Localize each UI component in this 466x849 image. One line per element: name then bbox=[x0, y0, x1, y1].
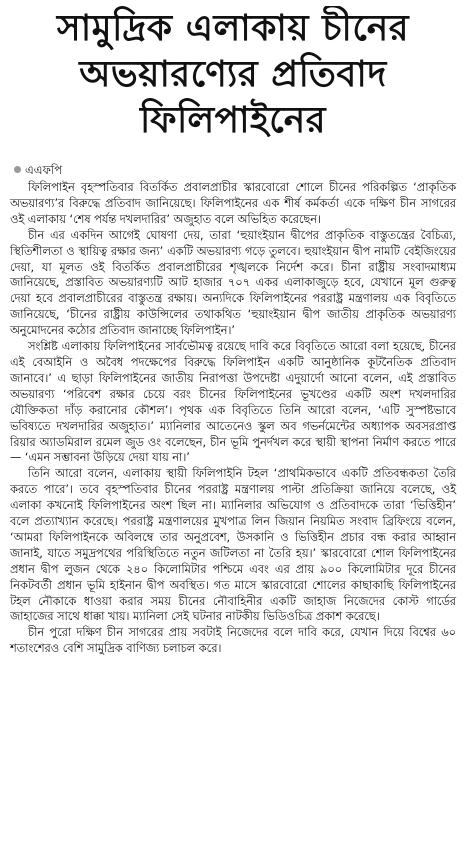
headline-line-2: অভয়ারণ্যের প্রতিবাদ bbox=[79, 54, 387, 95]
paragraph-1: ফিলিপাইন বৃহস্পতিবার বিতর্কিত প্রবালপ্রাচীর স্কারবোরো শোলে চীনের পরিকল্পিত ‘প্রাকৃতিক অভয়ারণ্য’র বিরুদ্ধে প্রতিবাদ জানিয়েছে। ফিলিপাইনের এক শীর্ষ কর্মকর্তা একে দক্ষিণ চীন সাগরের ওই এলাকায় ‘শেষ পর্যন্ত দখলদারির’ অজুহাত বলে অভিহিত করেছেন। bbox=[10, 181, 456, 226]
paragraph-3: সংশ্লিষ্ট এলাকায় ফিলিপাইনের সার্বভৌমত্ব রয়েছে দাবি করে বিবৃতিতে আরো বলা হয়েছে, চীনের এই বেআইনি ও অবৈধ পদক্ষেপের বিরুদ্ধে ফিলিপাইন একটি আনুষ্ঠানিক কূটনৈতিক প্রতিবাদ জানাবে।’ এ ছাড়া ফিলিপাইনের জাতীয় নিরাপত্তা উপদেষ্টা এদুয়ার্দো আনো বলেন, এই প্রস্তাবিত অভয়ারণ্য ‘পরিবেশ রক্ষার চেয়ে বরং চীনের ফিলিপাইনের ভূখণ্ডের একটি অংশ দখলদারির যৌক্তিকতা দাঁড় করানোর কৌশল’। পৃথক এক বিবৃতিতে তিনি আরো বলেন, ‘এটি সুস্পষ্টভাবে ভবিষ্যতে দখলদারির অজুহাত।’ ম্যানিলার আতেনেও স্কুল অব গভর্নমেন্টের অধ্যাপক অবসরপ্রাপ্ত রিয়ার অ্যাডমিরাল রমেল জুড ওং বলেছেন, চীন ভূমি পুনর্দখল করে স্থায়ী স্থাপনা নির্মাণ করতে পারে— ‘এমন সম্ভাবনা উড়িয়ে দেয়া যায় না।’ bbox=[10, 340, 456, 465]
paragraph-2: চীন এর একদিন আগেই ঘোষণা দেয়, তারা ‘হুয়াংইয়ান দ্বীপের প্রাকৃতিক বাস্তুতন্ত্রের বৈচিত্র্য, স্থিতিশীলতা ও স্থায়িত্ব রক্ষার জন্য’ একটি অভয়ারণ্য গড়ে তুলবে। হুয়াংইয়ান দ্বীপ নামটি বেইজিংয়ের দেয়া, যা মূলত ওই বিতর্কিত প্রবালপ্রাচীরের শৃঙ্খলকে নির্দেশ করে। চীনা রাষ্ট্রীয় সংবাদমাধ্যম জানিয়েছে, প্রস্তাবিত অভয়ারণ্যটি আট হাজার ৭০৭ একর এলাকাজুড়ে হবে, যেখানে মূল গুরুত্ব দেয়া হবে প্রবালপ্রাচীরের বাস্তুতন্ত্র রক্ষায়। অন্যদিকে ফিলিপাইনের পররাষ্ট্র মন্ত্রণালয় এক বিবৃতিতে জানিয়েছে, ‘চীনের রাষ্ট্রীয় কাউন্সিলের তথাকথিত ‘হুয়াংইয়ান দ্বীপ জাতীয় প্রাকৃতিক অভয়ারণ্য অনুমোদনের কঠোর প্রতিবাদ জানাচ্ছে ফিলিপাইন।’ bbox=[10, 228, 456, 338]
bullet-icon bbox=[14, 166, 21, 173]
paragraph-4: তিনি আরো বলেন, এলাকায় স্থায়ী ফিলিপাইনি টহল ‘প্রাথমিকভাবে একটি প্রতিবন্ধকতা তৈরি করতে পারে’। তবে বৃহস্পতিবার চীনের পররাষ্ট্র মন্ত্রণালয় পাল্টা প্রতিক্রিয়া জানিয়ে বলেছে, ওই এলাকা কখনোই ফিলিপাইনের অংশ ছিল না। ম্যানিলার অভিযোগ ও প্রতিবাদকে তারা ‘ভিত্তিহীন’ বলে প্রত্যাখ্যান করেছে। পররাষ্ট্র মন্ত্রণালয়ের মুখপাত্র লিন জিয়ান নিয়মিত সংবাদ ব্রিফিংয়ে বলেন, ‘আমরা ফিলিপাইনকে অবিলম্বে তার অনুপ্রবেশ, উসকানি ও ভিত্তিহীন প্রচার বন্ধ করার আহ্বান জানাই, যাতে সমুদ্রপথের পরিস্থিতিতে নতুন জটিলতা না তৈরি হয়।’ স্কারবোরো শোল ফিলিপাইনের প্রধান দ্বীপ লুজন থেকে ২৪০ কিলোমিটার পশ্চিমে এবং এর প্রায় ৯০০ কিলোমিটার দূরে চীনের নিকটবর্তী প্রধান ভূমি হাইনান দ্বীপ অবস্থিত। গত মাসে স্কারবোরো শোলের কাছাকাছি ফিলিপাইনের টহল নৌকাকে ধাওয়া করার সময় চীনের নৌবাহিনীর একটি জাহাজ নিজেদের কোস্ট গার্ডের জাহাজের সাথে ধাক্কা খায়। ম্যানিলা সেই ঘটনার নাটকীয় ভিডিওচিত্র প্রকাশ করেছে। bbox=[10, 467, 456, 624]
article-body bbox=[10, 180, 456, 657]
agency-name: এএফপি bbox=[25, 163, 62, 177]
headline-line-3: ফিলিপাইনের bbox=[139, 100, 327, 141]
news-agency-credit bbox=[14, 162, 456, 178]
paragraph-5: চীন পুরো দক্ষিণ চীন সাগরের প্রায় সবটাই নিজেদের বলে দাবি করে, যেখান দিয়ে বিশ্বের ৬০ শতাংশেরও বেশি সামুদ্রিক বাণিজ্য চলাচল করে। bbox=[10, 626, 456, 656]
headline bbox=[10, 6, 456, 144]
headline-line-1: সামুদ্রিক এলাকায় চীনের bbox=[56, 8, 410, 49]
